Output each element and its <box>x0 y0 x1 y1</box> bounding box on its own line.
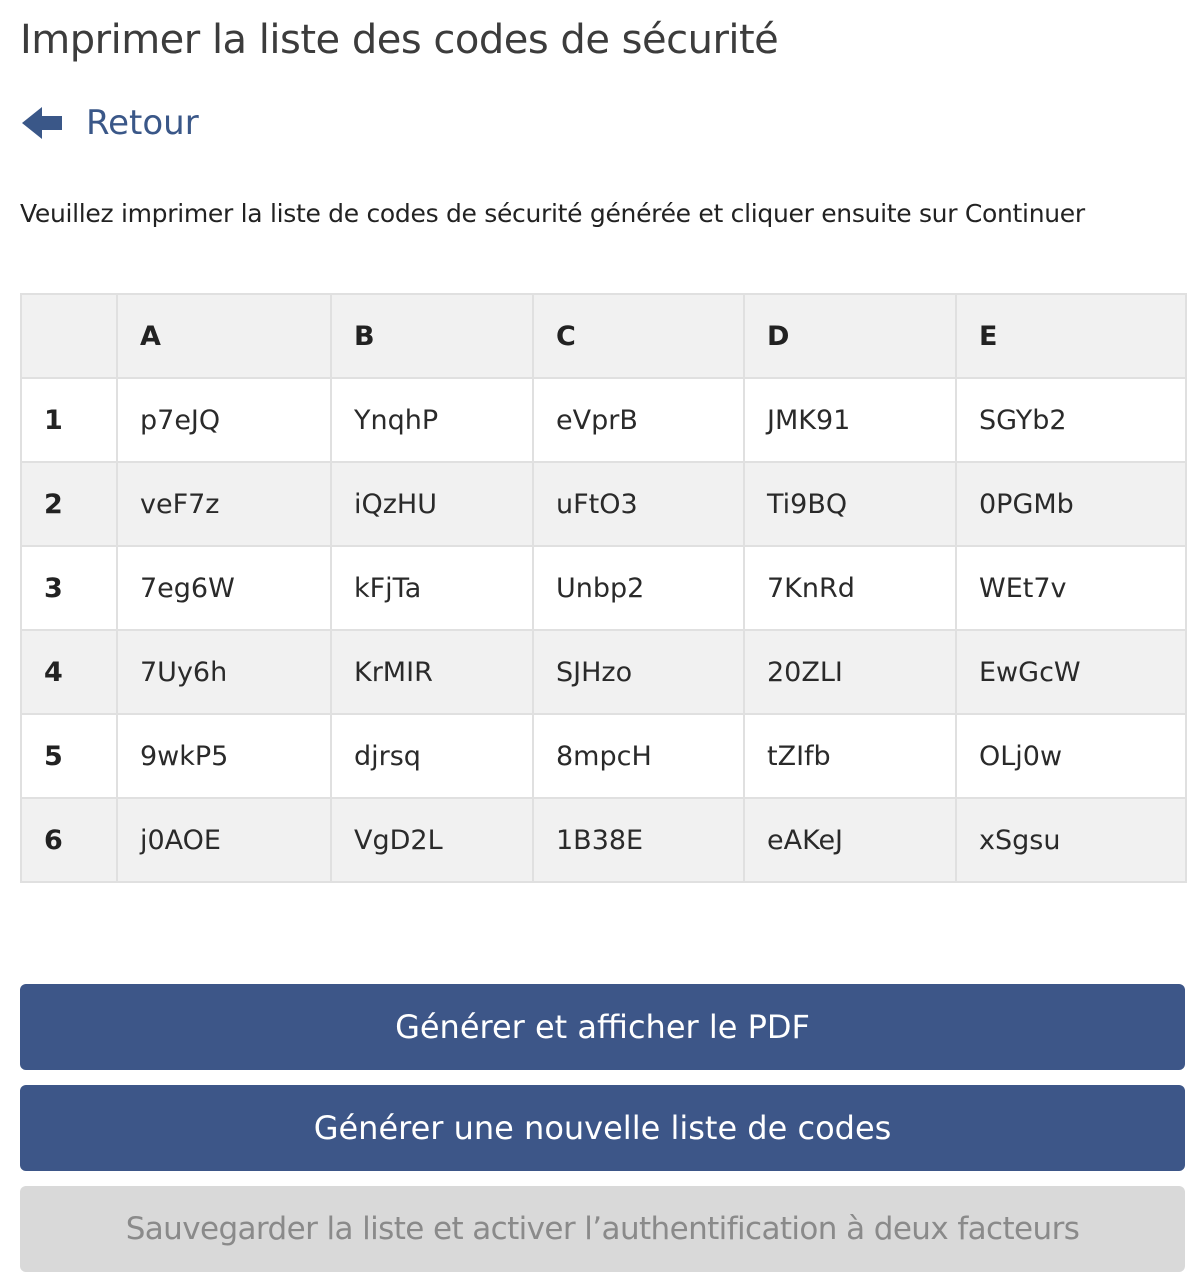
code-cell: WEt7v <box>956 546 1186 630</box>
code-cell: xSgsu <box>956 798 1186 882</box>
code-cell: 9wkP5 <box>117 714 331 798</box>
table-row <box>21 798 1186 882</box>
arrow-left-icon <box>22 105 66 141</box>
table-header-row <box>21 294 1186 378</box>
corner-header-cell <box>21 294 117 378</box>
row-header: 3 <box>21 546 117 630</box>
table-row <box>21 378 1186 462</box>
code-cell: 7Uy6h <box>117 630 331 714</box>
code-cell: 8mpcH <box>533 714 744 798</box>
code-cell: SGYb2 <box>956 378 1186 462</box>
code-cell: 0PGMb <box>956 462 1186 546</box>
row-header: 4 <box>21 630 117 714</box>
code-cell: p7eJQ <box>117 378 331 462</box>
column-header: B <box>331 294 533 378</box>
code-cell: KrMIR <box>331 630 533 714</box>
code-cell: 7KnRd <box>744 546 956 630</box>
page-title: Imprimer la liste des codes de sécurité <box>20 17 779 63</box>
column-header: A <box>117 294 331 378</box>
code-cell: iQzHU <box>331 462 533 546</box>
code-cell: eVprB <box>533 378 744 462</box>
row-header: 2 <box>21 462 117 546</box>
row-header: 5 <box>21 714 117 798</box>
save-and-activate-2fa-button[interactable]: Sauvegarder la liste et activer l’authentification à deux facteurs <box>20 1186 1185 1272</box>
generate-pdf-button[interactable]: Générer et afficher le PDF <box>20 984 1185 1070</box>
security-codes-table <box>20 293 1187 883</box>
code-cell: eAKeJ <box>744 798 956 882</box>
table-row <box>21 630 1186 714</box>
code-cell: djrsq <box>331 714 533 798</box>
code-cell: 20ZLI <box>744 630 956 714</box>
code-cell: JMK91 <box>744 378 956 462</box>
instructions-text: Veuillez imprimer la liste de codes de sécurité générée et cliquer ensuite sur Continuer <box>20 199 1085 228</box>
code-cell: veF7z <box>117 462 331 546</box>
column-header: D <box>744 294 956 378</box>
code-cell: tZIfb <box>744 714 956 798</box>
table-row <box>21 546 1186 630</box>
row-header: 6 <box>21 798 117 882</box>
column-header: C <box>533 294 744 378</box>
code-cell: SJHzo <box>533 630 744 714</box>
code-cell: j0AOE <box>117 798 331 882</box>
code-cell: EwGcW <box>956 630 1186 714</box>
generate-new-list-button[interactable]: Générer une nouvelle liste de codes <box>20 1085 1185 1171</box>
back-link[interactable] <box>22 98 199 148</box>
table-row <box>21 462 1186 546</box>
code-cell: 7eg6W <box>117 546 331 630</box>
back-link-label: Retour <box>86 103 199 143</box>
code-cell: YnqhP <box>331 378 533 462</box>
code-cell: Ti9BQ <box>744 462 956 546</box>
code-cell: 1B38E <box>533 798 744 882</box>
table-row <box>21 714 1186 798</box>
row-header: 1 <box>21 378 117 462</box>
code-cell: kFjTa <box>331 546 533 630</box>
column-header: E <box>956 294 1186 378</box>
code-cell: uFtO3 <box>533 462 744 546</box>
code-cell: Unbp2 <box>533 546 744 630</box>
code-cell: OLj0w <box>956 714 1186 798</box>
code-cell: VgD2L <box>331 798 533 882</box>
